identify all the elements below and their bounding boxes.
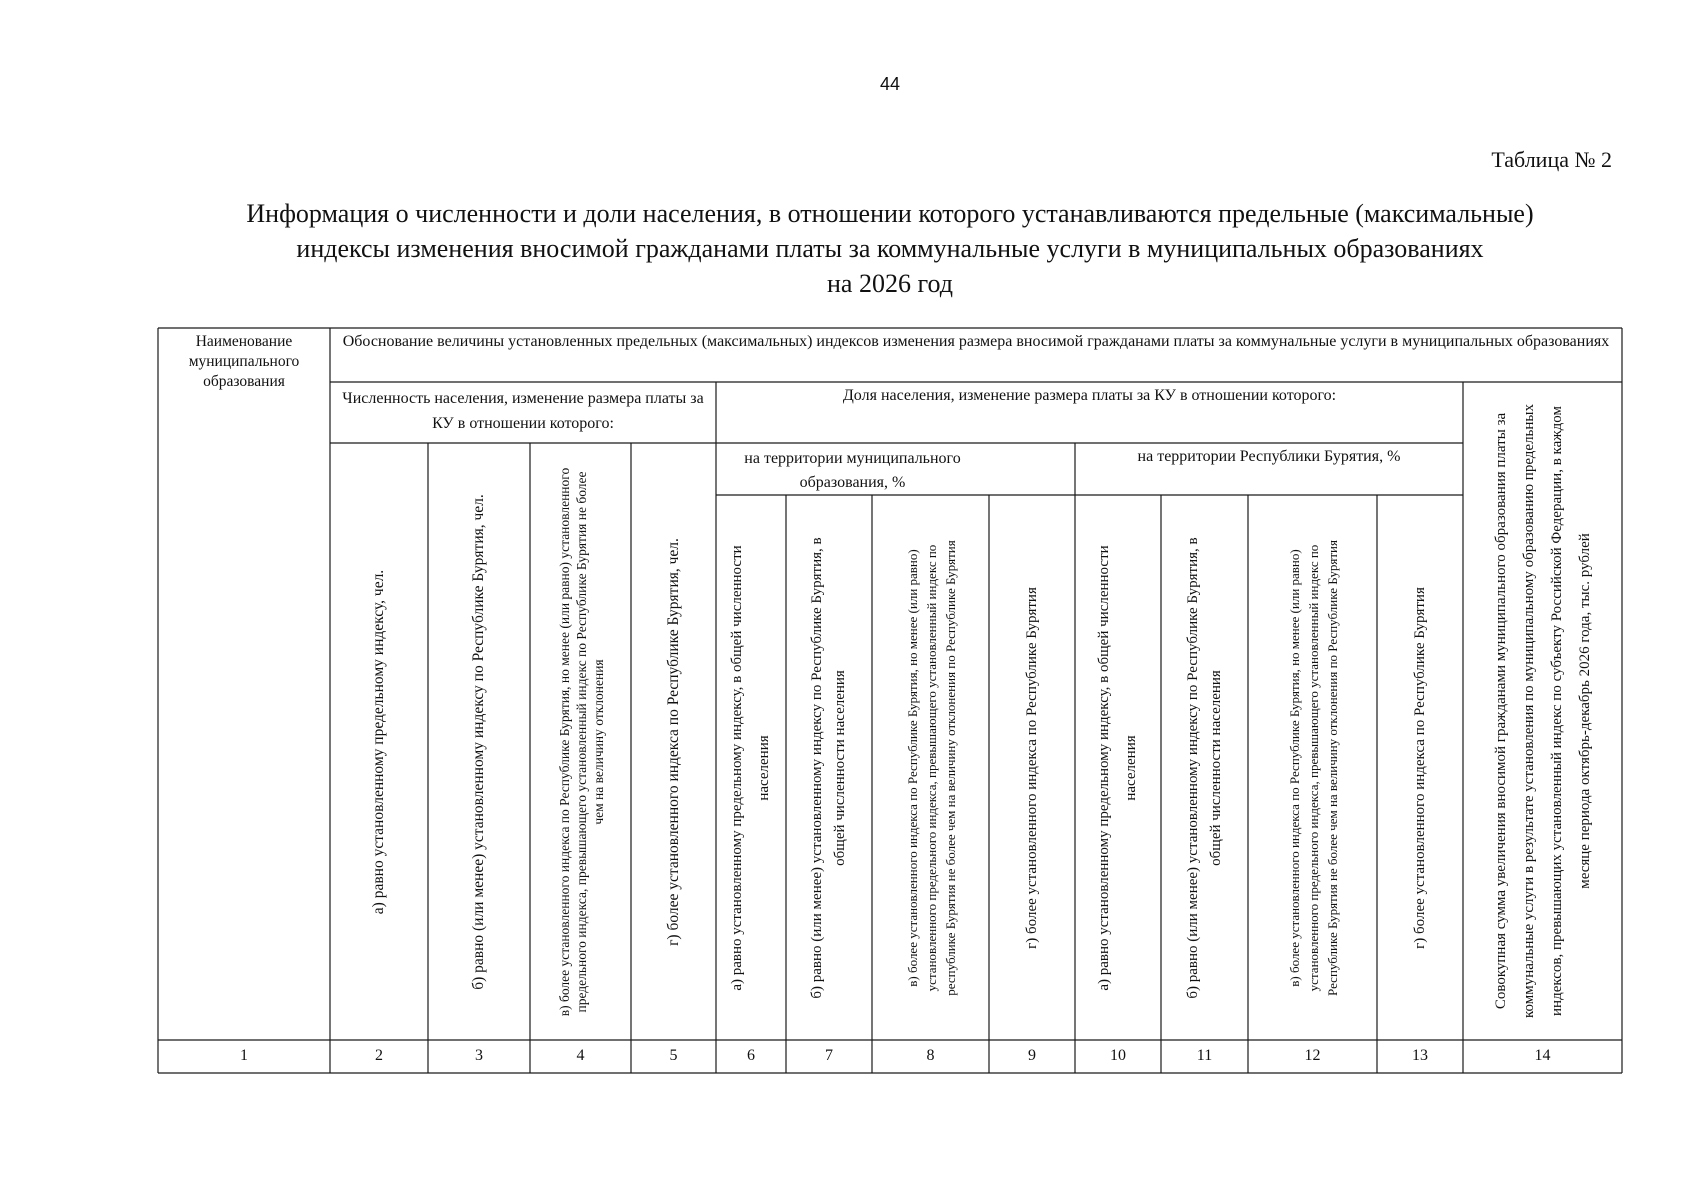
column-number: 13 xyxy=(1412,1047,1428,1064)
title-line: Информация о численности и доли населения, в отношении которого устанавливаются предельные (максимальные) xyxy=(246,199,1534,228)
column-header xyxy=(1248,495,1377,1040)
column-number: 6 xyxy=(747,1047,755,1064)
column-header-label: г) более установленного индекса по Республике Бурятия, чел. xyxy=(664,537,682,946)
header-population-group: Численность населения, изменение размера платы за КУ в отношении которого: xyxy=(342,390,704,432)
header-justification: Обоснование величины установленных предельных (максимальных) индексов изменения размера вносимой гражданами платы за коммунальные услуги в муниципальных образованиях xyxy=(342,333,1610,350)
page-number: 44 xyxy=(879,74,901,94)
column-header xyxy=(428,443,530,1040)
header-municipality-name: Наименование муниципального образования xyxy=(188,333,300,390)
column-header-label: а) равно установленному предельному индексу, чел. xyxy=(370,569,387,914)
header-share-group: Доля населения, изменение размера платы за КУ в отношении которого: xyxy=(842,387,1337,404)
column-header xyxy=(716,495,786,1040)
column-number: 5 xyxy=(669,1047,678,1064)
header-municipal-territory: на территории муниципального образования, % xyxy=(744,450,961,491)
column-header xyxy=(1377,495,1463,1040)
column-header-label: а) равно установленному предельному индексу, в общей численности населения xyxy=(729,544,772,991)
column-number: 9 xyxy=(1028,1047,1036,1064)
column-number: 3 xyxy=(475,1047,483,1064)
column-header xyxy=(631,443,716,1040)
column-header xyxy=(1075,495,1161,1040)
column-header-label: б) равно (или менее) установленному индексу по Республике Бурятия, в общей численности населения xyxy=(809,536,848,999)
column-number: 7 xyxy=(825,1047,833,1064)
column-header xyxy=(1161,495,1248,1040)
column-number: 12 xyxy=(1304,1047,1321,1064)
column-header-label: в) более установленного индекса по Республике Бурятия, но менее (или равно) установленного предельного индекса, превышающего установленный индекс по Республике Бурятия не более чем на величину отклонения xyxy=(556,467,605,1016)
column-number: 1 xyxy=(240,1047,248,1064)
column-header xyxy=(330,443,428,1040)
title-line: на 2026 год xyxy=(827,269,953,298)
column-header-label: Совокупная сумма увеличения вносимой гражданами муниципального образования платы за коммунальные услуги в результате установления по муниципальному образованию предельных индексов, превышающих установленный индекс по субъекту Российской Федерации, в каждом месяце периода октябрь-декабрь 2026 года, тыс. рублей xyxy=(1492,404,1593,1019)
column-header xyxy=(530,443,631,1040)
document-title xyxy=(160,196,1620,301)
column-number: 8 xyxy=(926,1047,935,1064)
header-republic-territory: на территории Республики Бурятия, % xyxy=(1137,448,1401,465)
column-number: 4 xyxy=(576,1047,585,1064)
column-header-label: б) равно (или менее) установленному индексу по Республике Бурятия, чел. xyxy=(470,493,487,990)
title-line: индексы изменения вносимой гражданами платы за коммунальные услуги в муниципальных образованиях xyxy=(296,234,1484,263)
column-header-label: а) равно установленному предельному индексу, в общей численности населения xyxy=(1096,544,1139,991)
column-header xyxy=(786,495,872,1040)
column-number: 10 xyxy=(1110,1047,1126,1064)
table-number: Таблица № 2 xyxy=(1491,147,1612,172)
column-header-label: г) более установленного индекса по Республике Бурятия xyxy=(1412,586,1428,949)
column-header xyxy=(872,495,989,1040)
column-header-label: б) равно (или менее) установленному индексу по Республике Бурятия, в общей численности населения xyxy=(1184,536,1224,999)
column-number: 2 xyxy=(375,1047,383,1064)
column-header xyxy=(1463,382,1622,1040)
column-number: 14 xyxy=(1534,1047,1551,1064)
column-header-label: в) более установленного индекса по Республике Бурятия, но менее (или равно) установленного предельного индекса, превышающего установленный индекс по Республике Бурятия не более чем на величину отклонения по Республике Бурятия xyxy=(1286,539,1339,996)
column-header-label: в) более установленного индекса по Республике Бурятия, но менее (или равно) установленного предельного индекса, превышающего установленный индекс по республике Бурятия не более чем на величину отклонения по Республике Бурятия xyxy=(904,539,957,996)
column-header-label: г) более установленного индекса по Республике Бурятия xyxy=(1024,586,1040,949)
column-header xyxy=(989,495,1075,1040)
column-number: 11 xyxy=(1196,1047,1213,1064)
